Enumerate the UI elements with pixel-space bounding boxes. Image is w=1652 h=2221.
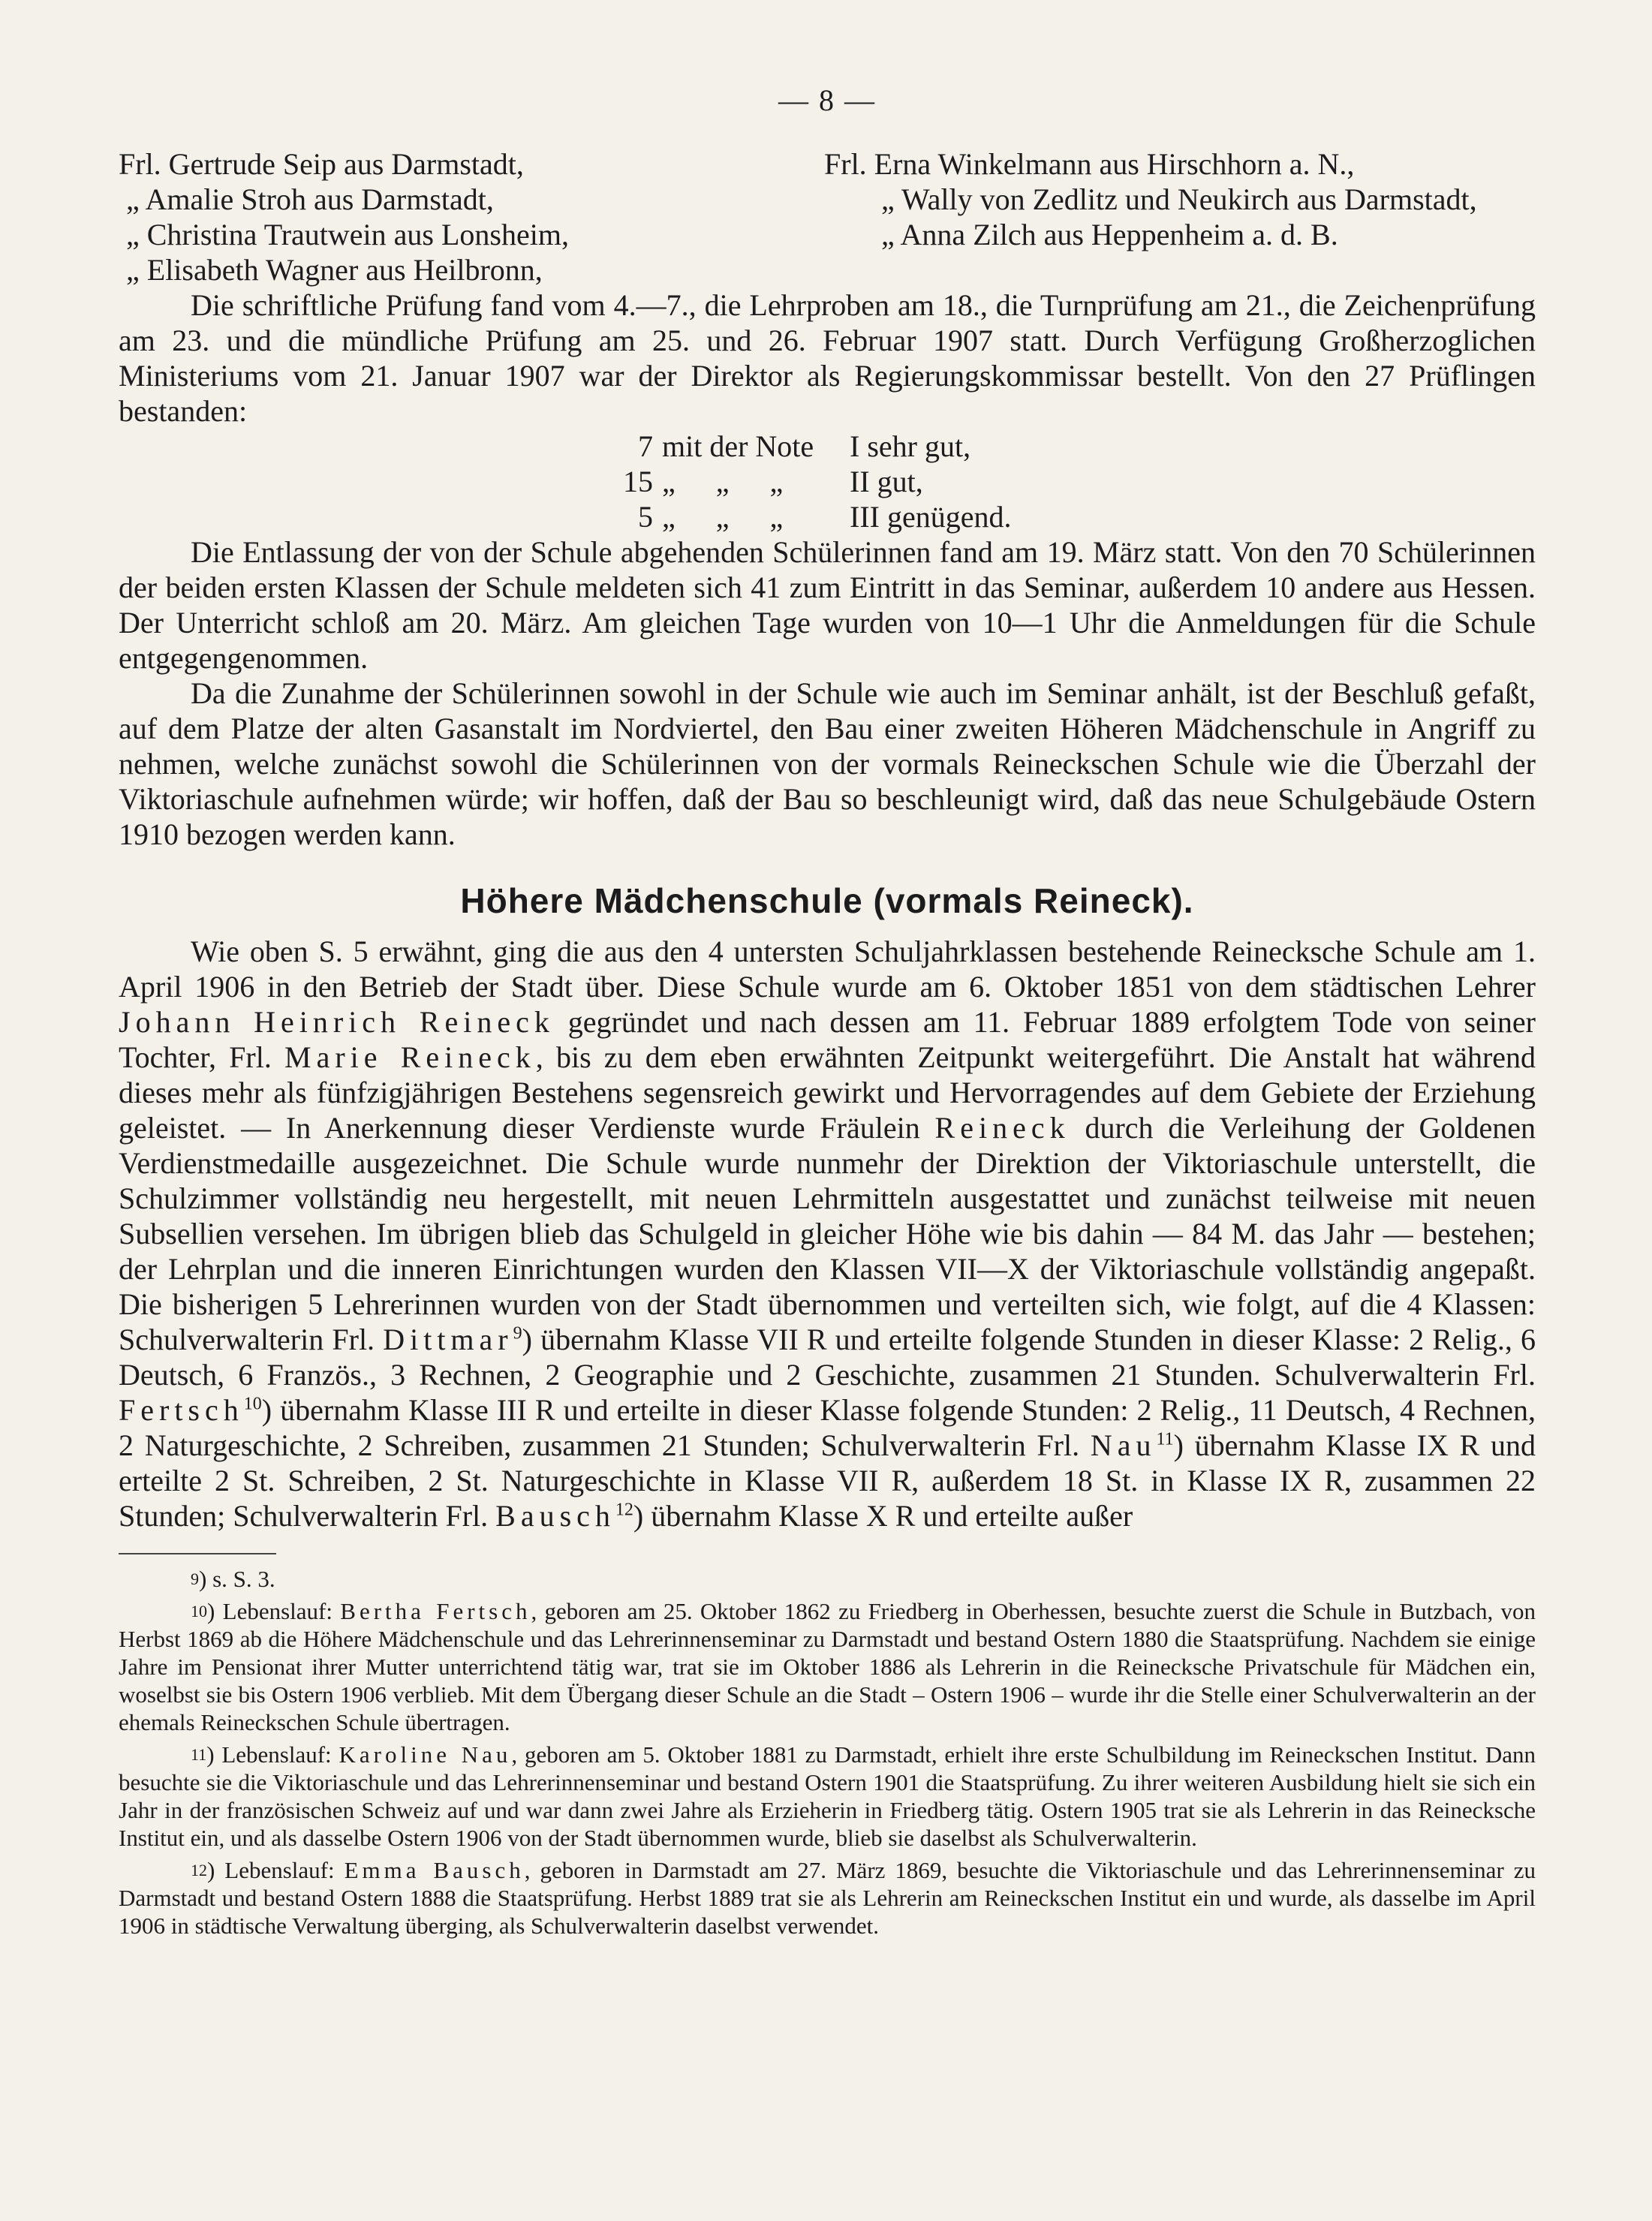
footnote: $^9$) s. S. 3. — [191, 1566, 275, 1592]
new-school-paragraph: Da die Zunahme der Schülerinnen sowohl in der Schule wie auch im Seminar anhält, ist der Beschluß gefaßt, auf dem Platze der alten Gasanstalt im Nordviertel, den Bau einer zweiten Höheren Mädchenschule in Angriff zu nehmen, welche zunächst sowohl die Schülerinnen von der vormals Reineckschen Schule wie die Überzahl der Viktoriaschule aufnehmen würde; wir hoffen, daß der Bau so beschleunigt wird, daß das neue Schulgebäude Ostern 1910 bezogen werden kann. — [119, 676, 1536, 851]
list-item — [824, 252, 1536, 287]
footnotes — [119, 1565, 1536, 1940]
grade-list — [620, 429, 1536, 534]
grade-row: 5 „ „ „ III genügend. — [638, 500, 1012, 534]
footnote: $^{11}$) Lebenslauf: Karoline Nau, geboren am 5. Oktober 1881 zu Darmstadt, erhielt ihre erste Schulbildung im Reineckschen Institut. Dann besuchte sie die Viktoriaschule und das Lehrerinnenseminar und bestand Ostern 1901 die Staatsprüfung. Zu ihrer weiteren Ausbildung hielt sie sich ein Jahr in der französischen Schweiz auf und war dann zwei Jahre als Erzieherin in Friedberg tätig. Ostern 1905 trat sie als Lehrerin in das Reinecksche Institut ein, und als dasselbe Ostern 1906 von der Stadt übernommen wurde, blieb sie daselbst als Schulverwalterin. — [119, 1741, 1536, 1851]
exam-paragraph: Die schriftliche Prüfung fand vom 4.—7., die Lehrproben am 18., die Turnprüfung am 21., die Zeichenprüfung am 23. und die mündliche Prüfung am 25. und 26. Februar 1907 statt. Durch Verfügung Großherzoglichen Ministeriums vom 21. Januar 1907 war der Direktor als Regierungskommissar bestellt. Von den 27 Prüflingen bestanden: — [119, 288, 1536, 428]
footnote-divider — [119, 1553, 276, 1554]
page-number: — 8 — — [778, 83, 876, 117]
section-heading: Höhere Mädchenschule (vormals Reineck). — [460, 881, 1194, 920]
list-item: „ Anna Zilch aus Heppenheim a. d. B. — [881, 218, 1338, 251]
list-item: Frl. Erna Winkelmann aus Hirschhorn a. N., — [824, 147, 1355, 181]
daughter-name: Marie Reineck — [284, 1040, 536, 1074]
main-text — [119, 146, 1536, 1533]
grade-row: 15 „ „ „ II gut, — [623, 465, 923, 498]
list-item: Frl. Gertrude Seip aus Darmstadt, — [119, 147, 524, 181]
list-item: „ Elisabeth Wagner aus Heilbronn, — [126, 253, 543, 287]
document-page — [119, 83, 1536, 1944]
candidate-list — [119, 146, 1536, 287]
list-item: „ Christina Trautwein aus Lonsheim, — [126, 218, 569, 251]
footnote: $^{12}$) Lebenslauf: Emma Bausch, geboren in Darmstadt am 27. März 1869, besuchte die Viktoriaschule und das Lehrerinnenseminar zu Darmstadt und bestand Ostern 1888 die Staatsprüfung. Herbst 1889 trat sie als Lehrerin am Reineckschen Institut ein und wurde, als dasselbe im April 1906 in städtische Verwaltung überging, als Schulverwalterin daselbst verwendet. — [119, 1857, 1536, 1939]
section-paragraph: Wie oben S. 5 erwähnt, ging die aus den 4 untersten Schuljahrklassen bestehende Reinecksche Schule am 1. April 1906 in den Betrieb der Stadt über. Diese Schule wurde am 6. Oktober 1851 von dem städtischen Lehrer Johann Heinrich Reineck gegründet und nach dessen am 11. Februar 1889 erfolgtem Tode von seiner Tochter, Frl. Marie Reineck, bis zu dem eben erwähnten Zeitpunkt weitergeführt. Die Anstalt hat während dieses mehr als fünfzigjährigen Bestehens segensreich gewirkt und Hervorragendes auf dem Gebiete der Erziehung geleistet. — In Anerkennung dieser Verdienste wurde Fräulein Reineck durch die Verleihung der Goldenen Verdienstmedaille ausgezeichnet. Die Schule wurde nunmehr der Direktion der Viktoriaschule unterstellt, die Schulzimmer vollständig neu hergestellt, mit neuen Lehrmitteln ausgestattet und zunächst teilweise mit neuen Subsellien versehen. Im übrigen blieb das Schulgeld in gleicher Höhe wie bis dahin — 84 M. das Jahr — bestehen; der Lehrplan und die inneren Einrichtungen wurden den Klassen VII—X der Viktoriaschule vollständig angepaßt. Die bisherigen 5 Lehrerinnen wurden von der Stadt übernommen und verteilten sich, wie folgt, auf die 4 Klassen: Schulverwalterin Frl. Dittmar$^9$) übernahm Klasse VII R und erteilte folgende Stunden in dieser Klasse: 2 Relig., 6 Deutsch, 6 Französ., 3 Rechnen, 2 Geographie und 2 Geschichte, zusammen 21 Stunden. Schulverwalterin Frl. Fertsch$^{10}$) übernahm Klasse III R und erteilte in dieser Klasse folgende Stunden: 2 Relig., 11 Deutsch, 4 Rechnen, 2 Naturgeschichte, 2 Schreiben, zusammen 21 Stunden; Schulverwalterin Frl. Nau$^{11}$) übernahm Klasse IX R und erteilte 2 St. Schreiben, 2 St. Naturgeschichte in Klasse VII R, außerdem 18 St. in Klasse IX R, zusammen 22 Stunden; Schulverwalterin Frl. Bausch$^{12}$) übernahm Klasse X R und erteilte außer — [119, 934, 1536, 1533]
footnote: $^{10}$) Lebenslauf: Bertha Fertsch, geboren am 25. Oktober 1862 zu Friedberg in Oberhessen, besuchte zuerst die Schule in Butzbach, von Herbst 1869 ab die Höhere Mädchenschule und das Lehrerinnenseminar zu Darmstadt und bestand Ostern 1880 die Staatsprüfung. Nachdem sie einige Jahre im Pensionat ihrer Mutter unterrichtend tätig war, trat sie im Oktober 1886 als Lehrerin in die Reinecksche Privatschule für Mädchen ein, woselbst sie bis Ostern 1906 verblieb. Mit dem Übergang dieser Schule an die Stadt – Ostern 1906 – wurde ihr die Stelle einer Schulverwalterin an der ehemals Reineckschen Schule übertragen. — [119, 1598, 1536, 1735]
grade-row: 7 mit der Note I sehr gut, — [638, 429, 971, 463]
list-item: „ Amalie Stroh aus Darmstadt, — [126, 182, 494, 216]
dismissal-paragraph: Die Entlassung der von der Schule abgehenden Schülerinnen fand am 19. März statt. Von den 70 Schülerinnen der beiden ersten Klassen der Schule meldeten sich 41 zum Eintritt in das Seminar, außerdem 10 andere aus Hessen. Der Unterricht schloß am 20. März. Am gleichen Tage wurden von 10—1 Uhr die Anmeldungen für die Schule entgegengenommen. — [119, 535, 1536, 675]
founder-name: Johann Heinrich Reineck — [119, 1005, 555, 1039]
list-item: „ Wally von Zedlitz und Neukirch aus Darmstadt, — [881, 182, 1477, 216]
